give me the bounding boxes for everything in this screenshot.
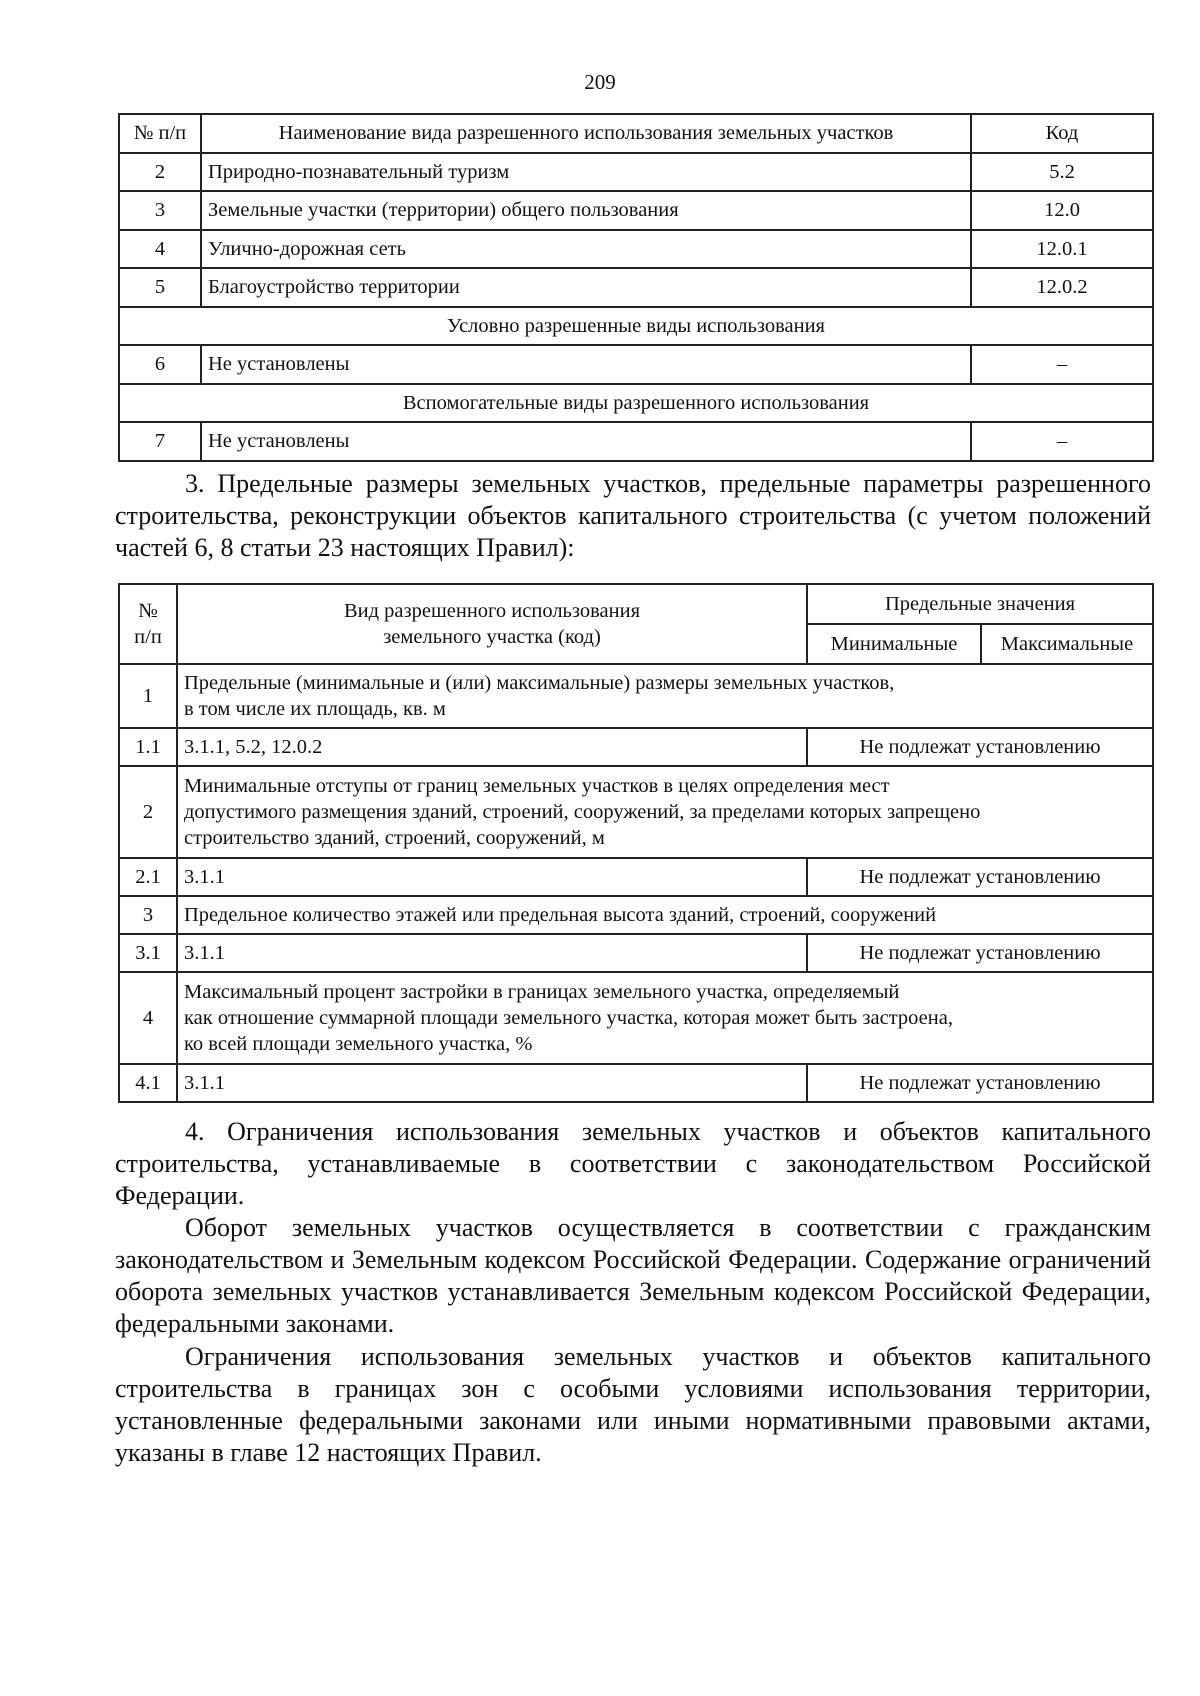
row-codes: 3.1.1 [177,858,807,896]
header-num: № п/п [119,114,201,153]
row-code: 5.2 [971,153,1153,192]
table-row [119,191,1153,230]
row-code: 12.0 [971,191,1153,230]
header-kind: Вид разрешенного использования земельного участка (код) [177,584,807,664]
row-num: 3 [119,896,177,934]
row-code: 12.0.2 [971,268,1153,307]
row-codes: 3.1.1 [177,1064,807,1102]
table-row [119,345,1153,384]
table-row [119,896,1153,934]
table-header-row [119,584,1153,624]
row-num: 2 [119,766,177,858]
row-code: – [971,422,1153,461]
table-row [119,728,1153,766]
header-name: Наименование вида разрешенного использования земельных участков [201,114,971,153]
row-name: Не установлены [201,422,971,461]
row-num: 3.1 [119,934,177,972]
section-heading-row [119,307,1153,346]
table-row [119,153,1153,192]
permitted-uses-table [118,113,1154,462]
table-row [119,1064,1153,1102]
row-value: Не подлежат установлению [807,934,1153,972]
row-description: Предельное количество этажей или предельная высота зданий, строений, сооружений [177,896,1153,934]
row-codes: 3.1.1 [177,934,807,972]
row-num: 2.1 [119,858,177,896]
row-name: Земельные участки (территории) общего пользования [201,191,971,230]
limits-table [118,583,1154,1103]
row-num: 3 [119,191,201,230]
row-num: 2 [119,153,201,192]
row-name: Улично-дорожная сеть [201,230,971,269]
row-num: 1.1 [119,728,177,766]
row-num: 4 [119,230,201,269]
row-description: Максимальный процент застройки в границах земельного участка, определяемый как отношение суммарной площади земельного участка, которая может быть застроена, ко всей площади земельного участка, % [177,972,1153,1064]
row-codes: 3.1.1, 5.2, 12.0.2 [177,728,807,766]
header-max: Максимальные [981,624,1153,664]
row-name: Не установлены [201,345,971,384]
row-num: 4 [119,972,177,1064]
section-heading-row [119,384,1153,423]
table-row [119,934,1153,972]
page-number: 209 [584,70,616,94]
row-value: Не подлежат установлению [807,728,1153,766]
table-row [119,766,1153,858]
row-description: Предельные (минимальные и (или) максимальные) размеры земельных участков, в том числе их площадь, кв. м [177,664,1153,728]
header-limits: Предельные значения [807,584,1153,624]
row-code: – [971,345,1153,384]
turnover-paragraph: Оборот земельных участков осуществляется в соответствии с гражданским законодательством и Земельным кодексом Российской Федерации. Содержание ограничений оборота земельных участков устанавливается Земельным кодексом Российской Федерации, федеральными законами. [115,1213,1151,1338]
section-3-paragraph: 3. Предельные размеры земельных участков, предельные параметры разрешенного строительства, реконструкции объектов капитального строительства (с учетом положений частей 6, 8 статьи 23 настоящих Правил): [115,469,1151,562]
row-num: 7 [119,422,201,461]
section-4-paragraph: 4. Ограничения использования земельных участков и объектов капитального строительства, устанавливаемые в соответствии с законодательством Российской Федерации. [115,1117,1151,1210]
row-num: 6 [119,345,201,384]
auxiliary-uses-heading: Вспомогательные виды разрешенного использования [119,384,1153,423]
table-row [119,972,1153,1064]
table-row [119,664,1153,728]
row-name: Природно-познавательный туризм [201,153,971,192]
table-row [119,858,1153,896]
row-value: Не подлежат установлению [807,1064,1153,1102]
table-row [119,422,1153,461]
header-min: Минимальные [807,624,981,664]
table-row [119,268,1153,307]
table-header-row [119,114,1153,153]
row-num: 5 [119,268,201,307]
row-num: 4.1 [119,1064,177,1102]
row-name: Благоустройство территории [201,268,971,307]
row-num: 1 [119,664,177,728]
zones-paragraph: Ограничения использования земельных участков и объектов капитального строительства в границах зон с особыми условиями использования территории, установленные федеральными законами или иными нормативными правовыми актами, указаны в главе 12 настоящих Правил. [115,1342,1151,1467]
row-code: 12.0.1 [971,230,1153,269]
table-row [119,230,1153,269]
row-description: Минимальные отступы от границ земельных участков в целях определения мест допустимого размещения зданий, строений, сооружений, за пределами которых запрещено строительство зданий, строений, сооружений, м [177,766,1153,858]
header-num: № п/п [119,584,177,664]
conditional-uses-heading: Условно разрешенные виды использования [119,307,1153,346]
header-code: Код [971,114,1153,153]
row-value: Не подлежат установлению [807,858,1153,896]
